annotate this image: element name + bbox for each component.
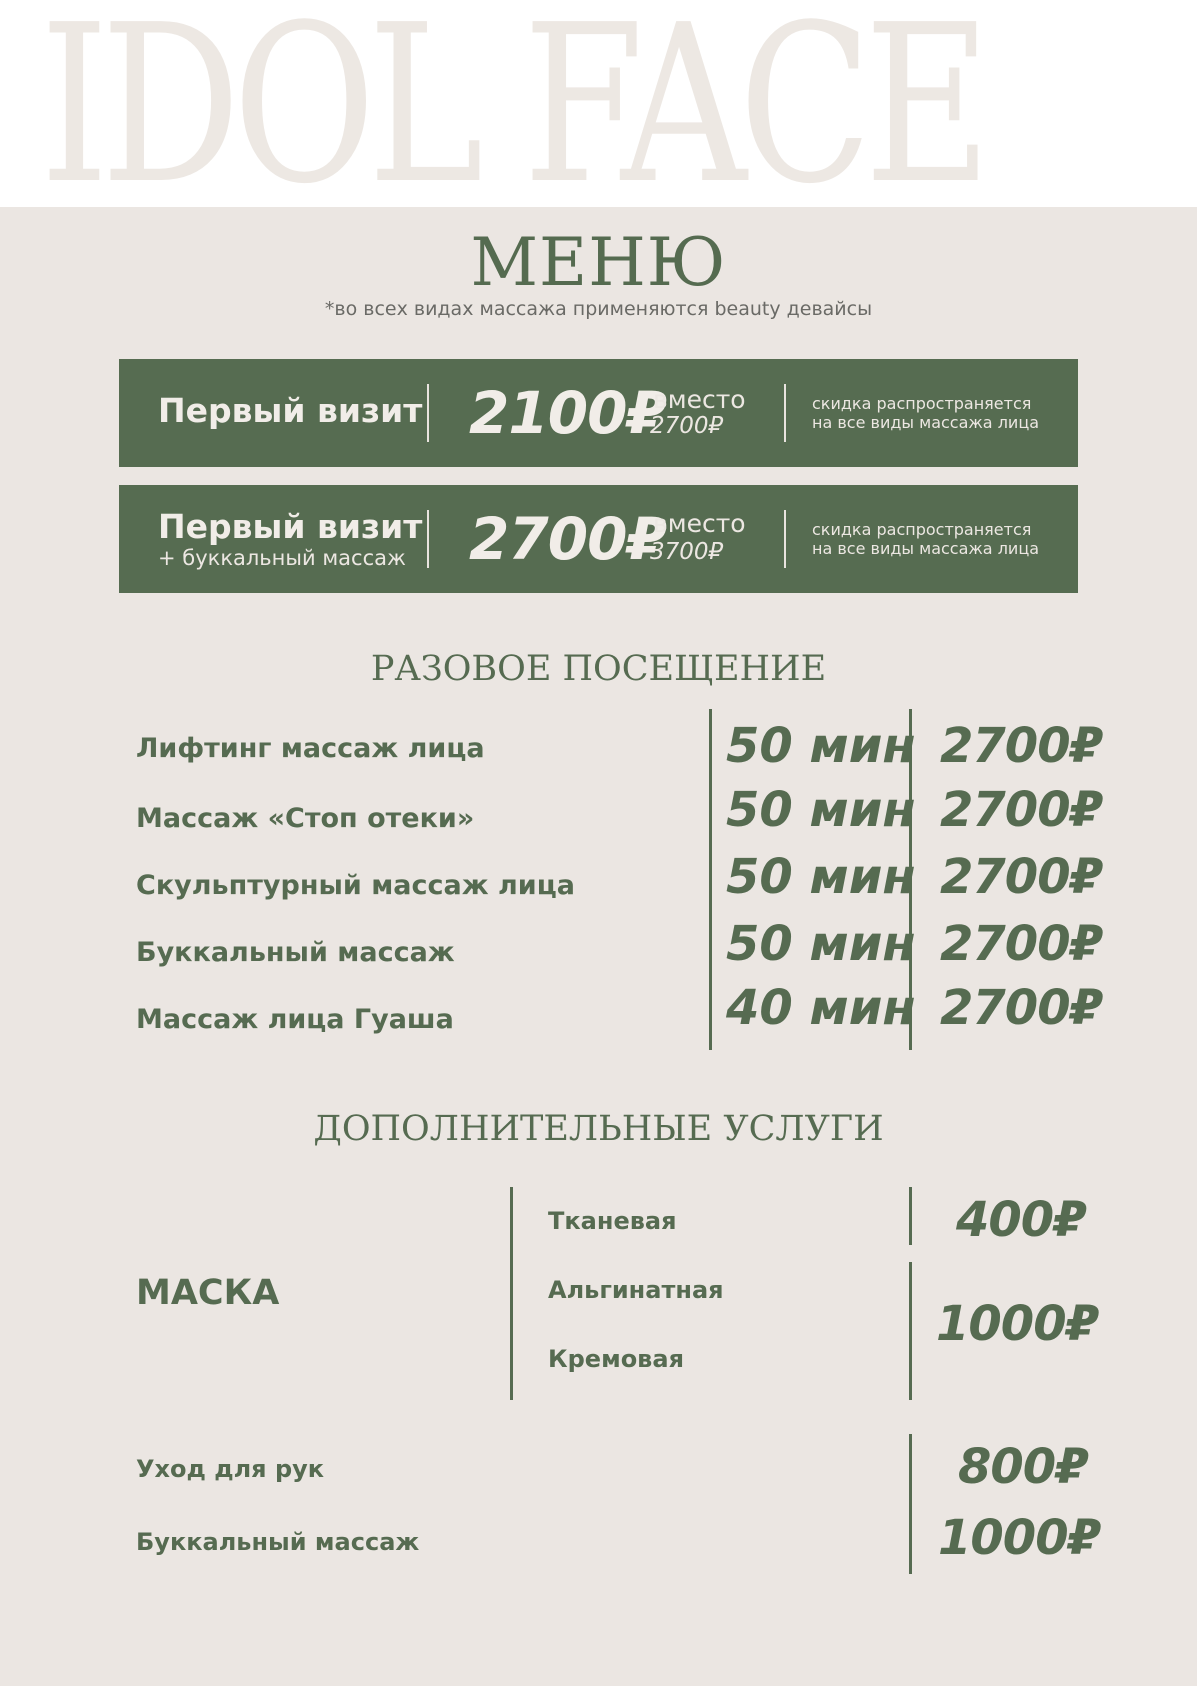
- promo-divider: [427, 510, 429, 568]
- extra-service-price: 1000₽: [938, 1510, 1100, 1566]
- service-duration: 50 мин: [726, 916, 916, 972]
- service-duration: 50 мин: [726, 849, 916, 905]
- promo-first-visit: [119, 359, 1078, 467]
- mask-price-other: 1000₽: [936, 1296, 1098, 1352]
- column-divider: [510, 1187, 513, 1400]
- promo-instead-label: вместо: [653, 509, 746, 538]
- extra-service-price: 800₽: [958, 1439, 1088, 1495]
- extra-service-name: Уход для рук: [136, 1455, 325, 1483]
- service-price: 2700₽: [940, 980, 1102, 1036]
- service-duration: 50 мин: [726, 782, 916, 838]
- column-divider: [709, 709, 712, 1050]
- service-price: 2700₽: [940, 718, 1102, 774]
- promo-name-sub: + буккальный массаж: [158, 546, 406, 570]
- promo-price: 2100₽: [469, 379, 666, 447]
- service-price: 2700₽: [940, 916, 1102, 972]
- service-price: 2700₽: [940, 782, 1102, 838]
- brand-band: [0, 0, 1197, 207]
- service-name: Массаж лица Гуаша: [136, 1004, 454, 1035]
- section-title-single-visit: РАЗОВОЕ ПОСЕЩЕНИЕ: [370, 649, 827, 689]
- mask-item: Тканевая: [548, 1207, 677, 1235]
- service-name: Лифтинг массаж лица: [136, 733, 485, 764]
- promo-divider: [784, 384, 786, 442]
- page-title: МЕНЮ: [470, 224, 727, 301]
- promo-name: Первый визит: [158, 391, 423, 430]
- service-duration: 50 мин: [726, 718, 916, 774]
- promo-name: Первый визит: [158, 507, 423, 546]
- service-name: Буккальный массаж: [136, 937, 455, 968]
- promo-old-price: 3700₽: [650, 539, 724, 565]
- mask-title: МАСКА: [136, 1273, 280, 1313]
- column-divider: [909, 1187, 912, 1245]
- service-name: Массаж «Стоп отеки»: [136, 803, 475, 834]
- brand-logo: IDOL FACE: [40, 0, 984, 207]
- mask-item: Кремовая: [548, 1345, 684, 1373]
- column-divider: [909, 1262, 912, 1400]
- promo-note-line2: на все виды массажа лица: [812, 413, 1040, 432]
- column-divider: [909, 1434, 912, 1574]
- promo-old-price: 2700₽: [650, 413, 724, 439]
- mask-item: Альгинатная: [548, 1276, 724, 1304]
- promo-note-line1: скидка распространяется: [812, 394, 1032, 413]
- service-duration: 40 мин: [726, 980, 916, 1036]
- page-subtitle: *во всех видах массажа применяются beauty девайсы: [324, 298, 873, 320]
- section-title-additional: ДОПОЛНИТЕЛЬНЫЕ УСЛУГИ: [313, 1109, 884, 1149]
- promo-note-line2: на все виды массажа лица: [812, 539, 1040, 558]
- service-price: 2700₽: [940, 849, 1102, 905]
- promo-note-line1: скидка распространяется: [812, 520, 1032, 539]
- promo-divider: [427, 384, 429, 442]
- promo-price: 2700₽: [469, 505, 666, 573]
- service-name: Скульптурный массаж лица: [136, 870, 575, 901]
- promo-instead-label: вместо: [653, 385, 746, 414]
- promo-first-visit-buccal: [119, 485, 1078, 593]
- mask-price-fabric: 400₽: [956, 1192, 1086, 1248]
- promo-divider: [784, 510, 786, 568]
- extra-service-name: Буккальный массаж: [136, 1528, 420, 1556]
